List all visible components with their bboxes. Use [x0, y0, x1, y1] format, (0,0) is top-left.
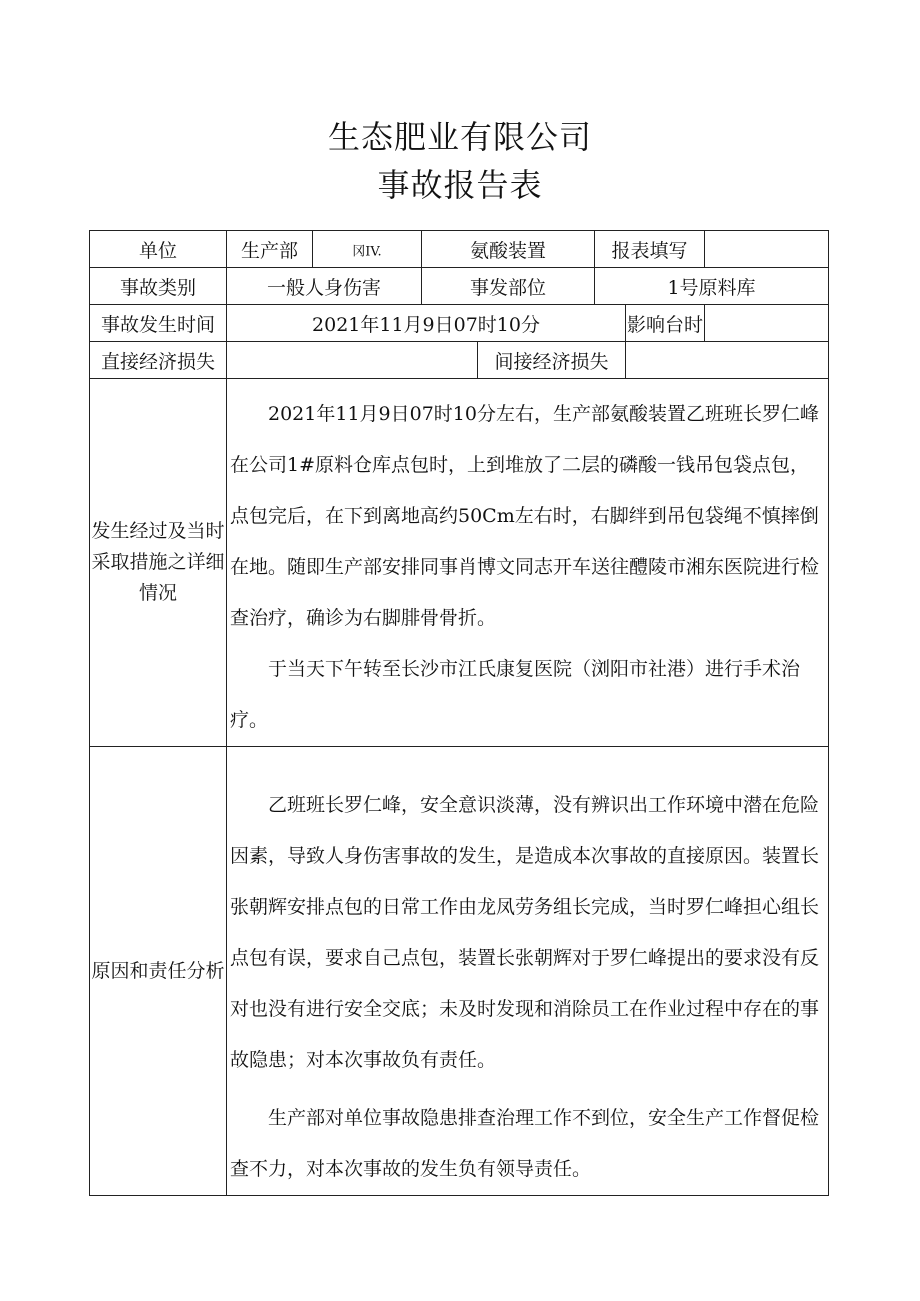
device-value: 氨酸装置 — [422, 231, 595, 268]
time-value: 2021年11月9日07时10分 — [227, 305, 626, 342]
cause-paragraph: 乙班班长罗仁峰，安全意识淡薄，没有辨识出工作环境中潜在危险因素，导致人身伤害事故的发生，是造成本次事故的直接原因。装置长张朝辉安排点包的日常工作由龙凤劳务组长完成，当时罗仁峰担心组长点包有误，要求自己点包，装置长张朝辉对于罗仁峰提出的要求没有反对也没有进行安全交底；未及时发现和消除员工在作业过程中存在的事故隐患；对本次事故负有责任。 — [230, 794, 820, 1071]
filler-label: 报表填写 — [595, 231, 705, 268]
cause-detail — [227, 747, 829, 1196]
location-value: 1号原料库 — [595, 268, 829, 305]
process-detail — [227, 379, 829, 747]
cause-label: 原因和责任分析 — [90, 747, 227, 1196]
indirect-loss-label: 间接经济损失 — [478, 342, 626, 379]
unit-extra — [313, 231, 422, 268]
location-label: 事发部位 — [422, 268, 595, 305]
impact-value — [705, 305, 829, 342]
direct-loss-label: 直接经济损失 — [90, 342, 227, 379]
cause-paragraph: 生产部对单位事故隐患排查治理工作不到位，安全生产工作督促检查不力，对本次事故的发生负有领导责任。 — [230, 1107, 820, 1180]
indirect-loss-value — [626, 342, 829, 379]
time-label: 事故发生时间 — [90, 305, 227, 342]
unit-label: 单位 — [90, 231, 227, 268]
direct-loss-value — [227, 342, 478, 379]
accident-type-label: 事故类别 — [90, 268, 227, 305]
impact-label: 影响台时 — [626, 305, 705, 342]
company-title: 生态肥业有限公司 — [327, 118, 592, 156]
process-label: 发生经过及当时采取措施之详细情况 — [90, 379, 227, 747]
accident-report-table — [89, 230, 829, 1196]
unit-extra-text: 冈IV. — [352, 244, 382, 260]
form-title: 事故报告表 — [377, 166, 543, 204]
accident-type-value: 一般人身伤害 — [227, 268, 422, 305]
process-paragraph: 2021年11月9日07时10分左右，生产部氨酸装置乙班班长罗仁峰在公司1#原料仓库点包时，上到堆放了二层的磷酸一钱吊包袋点包，点包完后，在下到离地高约50Cm左右时，右脚绊到吊包袋绳不慎摔倒在地。随即生产部安排同事肖博文同志开车送往醴陵市湘东医院进行检查治疗，确诊为右脚腓骨骨折。 — [230, 403, 820, 629]
unit-value: 生产部 — [227, 231, 313, 268]
filler-value — [705, 231, 829, 268]
process-paragraph: 于当天下午转至长沙市江氏康复医院（浏阳市社港）进行手术治疗。 — [230, 658, 801, 731]
